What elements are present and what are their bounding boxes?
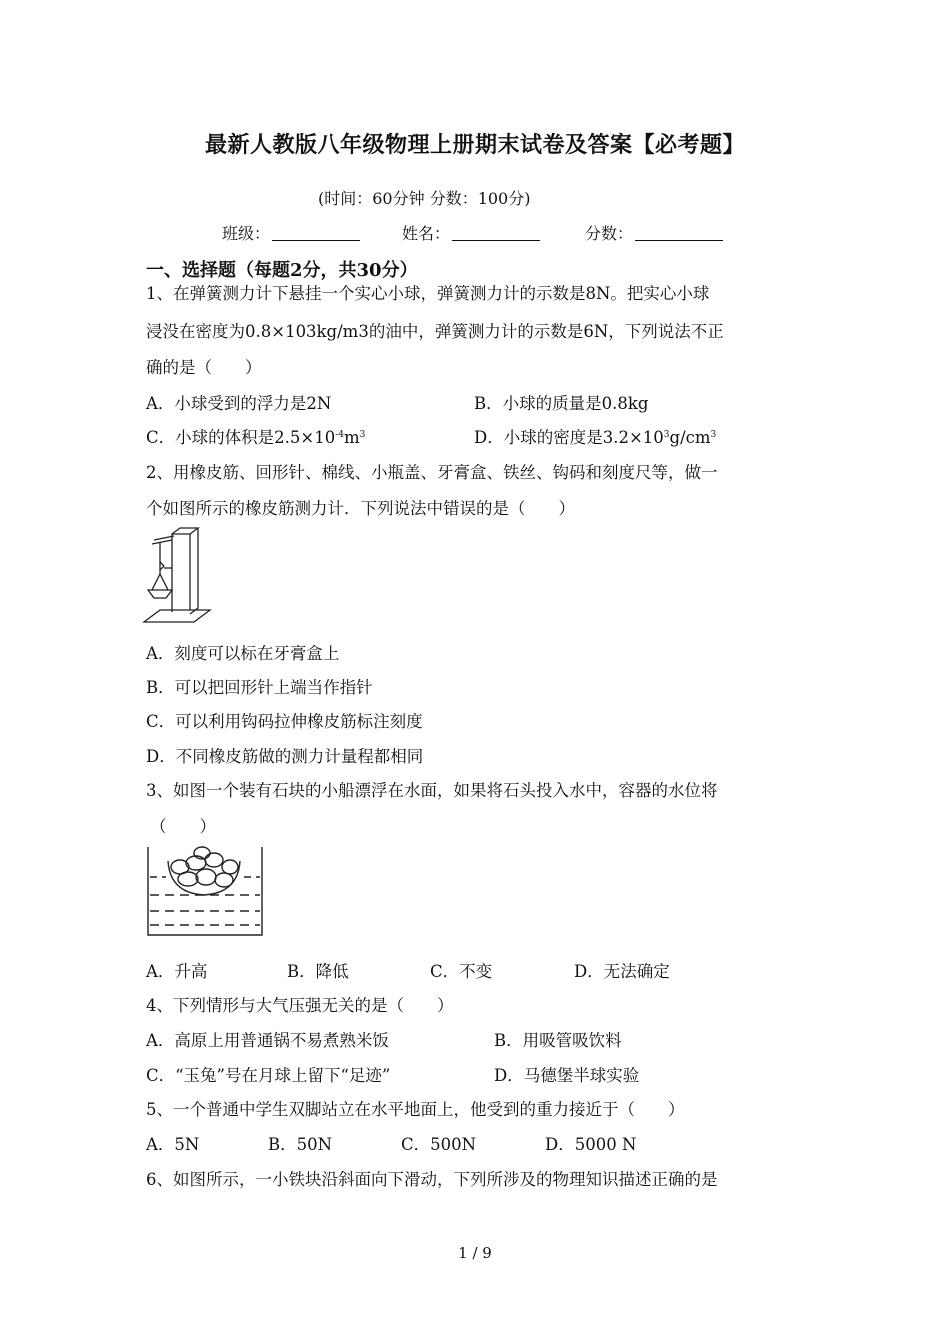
q5-line1: 5、一个普通中学生双脚站立在水平地面上，他受到的重力接近于（ ） bbox=[146, 1100, 685, 1119]
q1-option-a: A．小球受到的浮力是2N bbox=[146, 394, 332, 413]
q1-line2: 浸没在密度为0.8×103kg/m3的油中，弹簧测力计的示数是6N，下列说法不正 bbox=[146, 322, 724, 341]
q5-option-b: B．50N bbox=[268, 1135, 333, 1154]
q1-line1: 1、在弹簧测力计下悬挂一个实心小球，弹簧测力计的示数是8N。把实心小球 bbox=[146, 284, 710, 303]
score-label: 分数： bbox=[585, 224, 634, 243]
q3-option-c: C．不变 bbox=[430, 962, 493, 981]
class-field bbox=[222, 221, 360, 244]
boat-with-stones-figure bbox=[144, 843, 266, 939]
q3-line1: 3、如图一个装有石块的小船漂浮在水面，如果将石头投入水中，容器的水位将 bbox=[146, 781, 718, 800]
q2-option-c: C．可以利用钩码拉伸橡皮筋标注刻度 bbox=[146, 712, 423, 731]
q4-line1: 4、下列情形与大气压强无关的是（ ） bbox=[146, 996, 454, 1015]
q4-option-a: A．高原上用普通锅不易煮熟米饭 bbox=[146, 1031, 389, 1050]
q5-option-c: C．500N bbox=[401, 1135, 477, 1154]
section-heading: 一、选择题（每题2分，共30分） bbox=[146, 260, 418, 281]
class-blank bbox=[272, 224, 360, 241]
q1-option-b: B．小球的质量是0.8kg bbox=[474, 394, 649, 413]
q3-option-a: A．升高 bbox=[146, 962, 208, 981]
q1-line3: 确的是（ ） bbox=[146, 358, 262, 377]
score-field bbox=[585, 221, 723, 244]
q2-option-d: D．不同橡皮筋做的测力计量程都相同 bbox=[146, 747, 424, 766]
name-label: 姓名： bbox=[402, 224, 451, 243]
q4-option-c: C．“玉兔”号在月球上留下“足迹” bbox=[146, 1066, 391, 1085]
q5-option-a: A．5N bbox=[146, 1135, 200, 1154]
score-blank bbox=[635, 224, 723, 241]
page-number: 1 / 9 bbox=[458, 1244, 492, 1262]
time-score: (时间：60分钟 分数：100分) bbox=[318, 189, 531, 208]
q6-line1: 6、如图所示，一小铁块沿斜面向下滑动，下列所涉及的物理知识描述正确的是 bbox=[146, 1170, 718, 1189]
q3-option-b: B．降低 bbox=[287, 962, 349, 981]
name-blank bbox=[452, 224, 540, 241]
q3-line2: （ ） bbox=[150, 817, 216, 836]
q1-option-d: D．小球的密度是$3.2\times 10^3g/cm^3$ bbox=[474, 428, 717, 447]
name-field bbox=[402, 221, 540, 244]
class-label: 班级： bbox=[222, 224, 271, 243]
q4-option-b: B．用吸管吸饮料 bbox=[494, 1031, 622, 1050]
q5-option-d: D．5000 N bbox=[545, 1135, 637, 1154]
q4-option-d: D．马德堡半球实验 bbox=[494, 1066, 640, 1085]
q2-line2: 个如图所示的橡皮筋测力计．下列说法中错误的是（ ） bbox=[146, 499, 575, 518]
q3-option-d: D．无法确定 bbox=[574, 962, 670, 981]
q2-option-a: A．刻度可以标在牙膏盒上 bbox=[146, 644, 340, 663]
q2-line1: 2、用橡皮筋、回形针、棉线、小瓶盖、牙膏盒、铁丝、钩码和刻度尺等，做一 bbox=[146, 463, 718, 482]
page-title: 最新人教版八年级物理上册期末试卷及答案【必考题】 bbox=[204, 132, 745, 158]
rubber-band-dynamometer-figure bbox=[142, 524, 220, 626]
q1-option-c: C．小球的体积是$2.5\times 10^{-4}m^3$ bbox=[146, 428, 366, 447]
q2-option-b: B．可以把回形针上端当作指针 bbox=[146, 678, 373, 697]
